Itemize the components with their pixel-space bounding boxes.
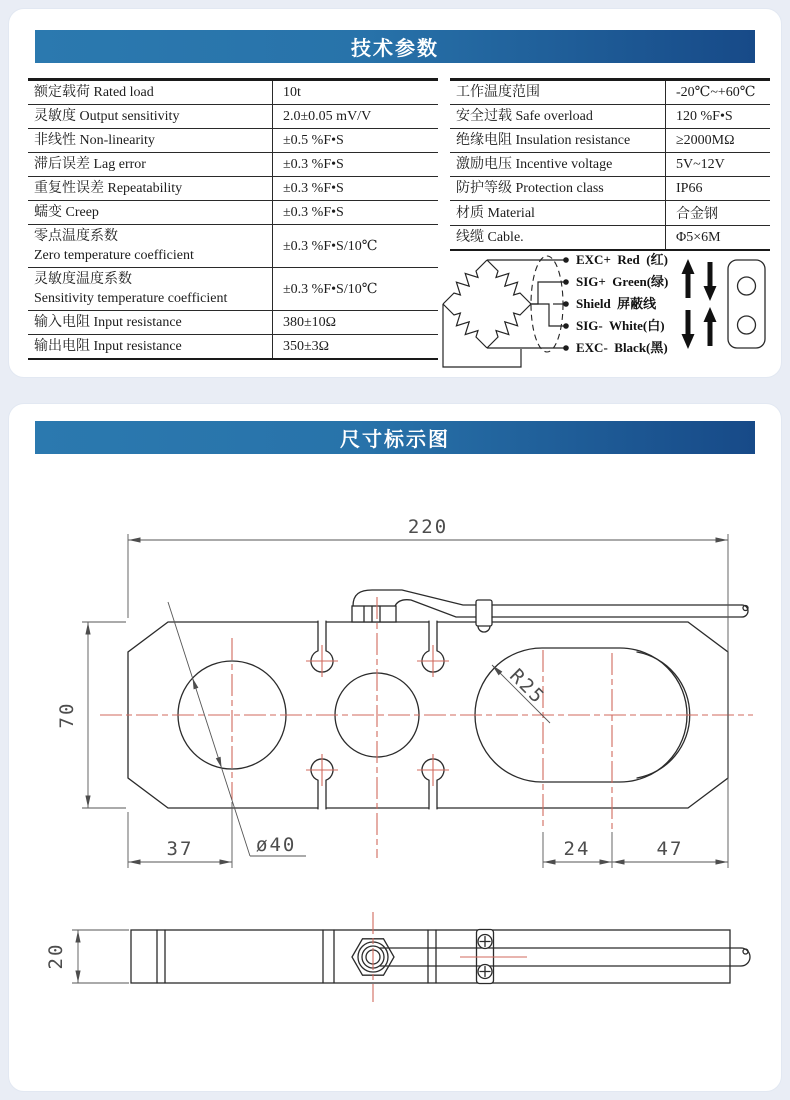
spec-label-cell bbox=[450, 226, 666, 251]
wire-label-sig-plus: SIG+ Green(绿) bbox=[576, 274, 669, 289]
spec-value-cell: ±0.3 %F•S bbox=[273, 153, 439, 177]
side-extension-lines bbox=[72, 930, 129, 983]
spec-label-line1: 滞后误差 Lag error bbox=[34, 157, 146, 172]
spec-table-row bbox=[450, 80, 770, 105]
spec-table-row bbox=[450, 105, 770, 129]
spec-value-cell: IP66 bbox=[666, 177, 771, 201]
spec-value-cell: ±0.3 %F•S/10℃ bbox=[273, 225, 439, 268]
load-cell-mini-icon bbox=[728, 260, 765, 348]
spec-label-cell bbox=[450, 105, 666, 129]
cad-drawing bbox=[0, 455, 790, 1090]
section-header-dimensions bbox=[35, 421, 755, 454]
wire-label-sig-minus: SIG- White(白) bbox=[576, 318, 665, 333]
spec-table-row bbox=[28, 335, 438, 360]
spec-label-line1: 重复性误差 Repeatability bbox=[34, 181, 183, 196]
dim-left-hole-offset: 37 bbox=[166, 838, 194, 860]
spec-label-line1: 防护等级 Protection class bbox=[456, 181, 604, 196]
spec-label-line1: 零点温度系数 bbox=[34, 229, 118, 244]
wiring-diagram bbox=[420, 248, 780, 378]
spec-table-row bbox=[28, 268, 438, 311]
dim-right-span: 47 bbox=[656, 838, 684, 860]
wire-label-shield: Shield 屏蔽线 bbox=[576, 296, 657, 311]
spec-label-line1: 输入电阻 Input resistance bbox=[34, 315, 182, 330]
spec-value-cell: Φ5×6M bbox=[666, 226, 771, 251]
spec-label-cell bbox=[28, 80, 273, 105]
spec-value-cell: ±0.3 %F•S/10℃ bbox=[273, 268, 439, 311]
spec-value-cell: -20℃~+60℃ bbox=[666, 80, 771, 105]
spec-label-cell bbox=[450, 153, 666, 177]
spec-label-line1: 输出电阻 Input resistance bbox=[34, 339, 182, 354]
spec-label-cell bbox=[450, 177, 666, 201]
dim-corner-radius: R25 bbox=[505, 664, 550, 709]
spec-table-row bbox=[450, 226, 770, 251]
wire-terminal-dots bbox=[563, 257, 569, 351]
spec-table-row bbox=[450, 201, 770, 226]
spec-table-row bbox=[450, 129, 770, 153]
spec-table-row bbox=[28, 153, 438, 177]
spec-label-cell bbox=[28, 335, 273, 360]
spec-value-cell: 350±3Ω bbox=[273, 335, 439, 360]
wheatstone-bridge bbox=[443, 260, 531, 348]
spec-label-line1: 材质 Material bbox=[456, 205, 535, 221]
spec-value-cell: ±0.3 %F•S bbox=[273, 201, 439, 225]
section-title: 技术参数 bbox=[351, 38, 439, 60]
spec-label-line1: 额定载荷 Rated load bbox=[34, 85, 154, 100]
spec-table-row bbox=[28, 311, 438, 335]
spec-label-cell bbox=[28, 153, 273, 177]
spec-value-cell: 5V~12V bbox=[666, 153, 771, 177]
top-view bbox=[56, 516, 753, 868]
spec-table-row bbox=[450, 153, 770, 177]
spec-value-cell: ±0.5 %F•S bbox=[273, 129, 439, 153]
spec-label-line1: 线缆 Cable. bbox=[456, 230, 524, 245]
side-body-outline bbox=[131, 930, 730, 983]
spec-label-line1: 灵敏度 Output sensitivity bbox=[34, 109, 180, 124]
dim-thickness: 20 bbox=[45, 942, 67, 970]
spec-label-cell bbox=[28, 311, 273, 335]
spec-label-cell bbox=[28, 105, 273, 129]
spec-label-line1: 非线性 Non-linearity bbox=[34, 133, 155, 148]
spec-table-row bbox=[28, 105, 438, 129]
spec-table-left bbox=[28, 78, 438, 360]
spec-value-cell: 合金钢 bbox=[666, 201, 771, 226]
spec-table-row bbox=[28, 201, 438, 225]
spec-table-row bbox=[450, 177, 770, 201]
dim-hole-diameter: ø40 bbox=[256, 834, 297, 856]
spec-label-cell bbox=[450, 129, 666, 153]
side-view bbox=[45, 912, 750, 1002]
spec-label-cell bbox=[28, 129, 273, 153]
spec-value-cell: ±0.3 %F•S bbox=[273, 177, 439, 201]
spec-value-cell: 2.0±0.05 mV/V bbox=[273, 105, 439, 129]
spec-value-cell: 120 %F•S bbox=[666, 105, 771, 129]
spec-table-row bbox=[28, 129, 438, 153]
spec-table-row bbox=[28, 225, 438, 268]
wire-label-exc-minus: EXC- Black(黑) bbox=[576, 340, 668, 355]
spec-label-line2: Sensitivity temperature coefficient bbox=[34, 291, 228, 306]
spec-label-line1: 工作温度范围 bbox=[456, 85, 540, 100]
spec-label-line1: 绝缘电阻 Insulation resistance bbox=[456, 133, 631, 148]
spec-table-row bbox=[28, 80, 438, 105]
spec-table-right bbox=[450, 78, 770, 251]
spec-value-cell: ≥2000MΩ bbox=[666, 129, 771, 153]
spec-label-line1: 激励电压 Incentive voltage bbox=[456, 157, 613, 172]
dim-overall-height: 70 bbox=[56, 701, 78, 729]
dim-overall-length: 220 bbox=[407, 516, 449, 538]
load-direction-arrows-icon bbox=[682, 259, 717, 349]
section-title: 尺寸标示图 bbox=[340, 429, 450, 451]
spec-label-cell bbox=[28, 268, 273, 311]
bridge-lead-wires bbox=[443, 260, 566, 367]
spec-label-cell bbox=[450, 201, 666, 226]
wire-label-exc-plus: EXC+ Red (红) bbox=[576, 252, 668, 267]
spec-label-cell bbox=[28, 177, 273, 201]
spec-label-line1: 安全过载 Safe overload bbox=[456, 109, 593, 124]
spec-label-cell bbox=[28, 201, 273, 225]
spec-label-line1: 灵敏度温度系数 bbox=[34, 272, 132, 287]
spec-label-cell bbox=[450, 80, 666, 105]
spec-label-cell bbox=[28, 225, 273, 268]
spec-value-cell: 380±10Ω bbox=[273, 311, 439, 335]
spec-label-line2: Zero temperature coefficient bbox=[34, 248, 194, 263]
spec-label-line1: 蠕变 Creep bbox=[34, 205, 99, 220]
section-header-tech-specs bbox=[35, 30, 755, 63]
spec-table-row bbox=[28, 177, 438, 201]
dim-center-span: 24 bbox=[563, 838, 591, 860]
spec-value-cell: 10t bbox=[273, 80, 439, 105]
